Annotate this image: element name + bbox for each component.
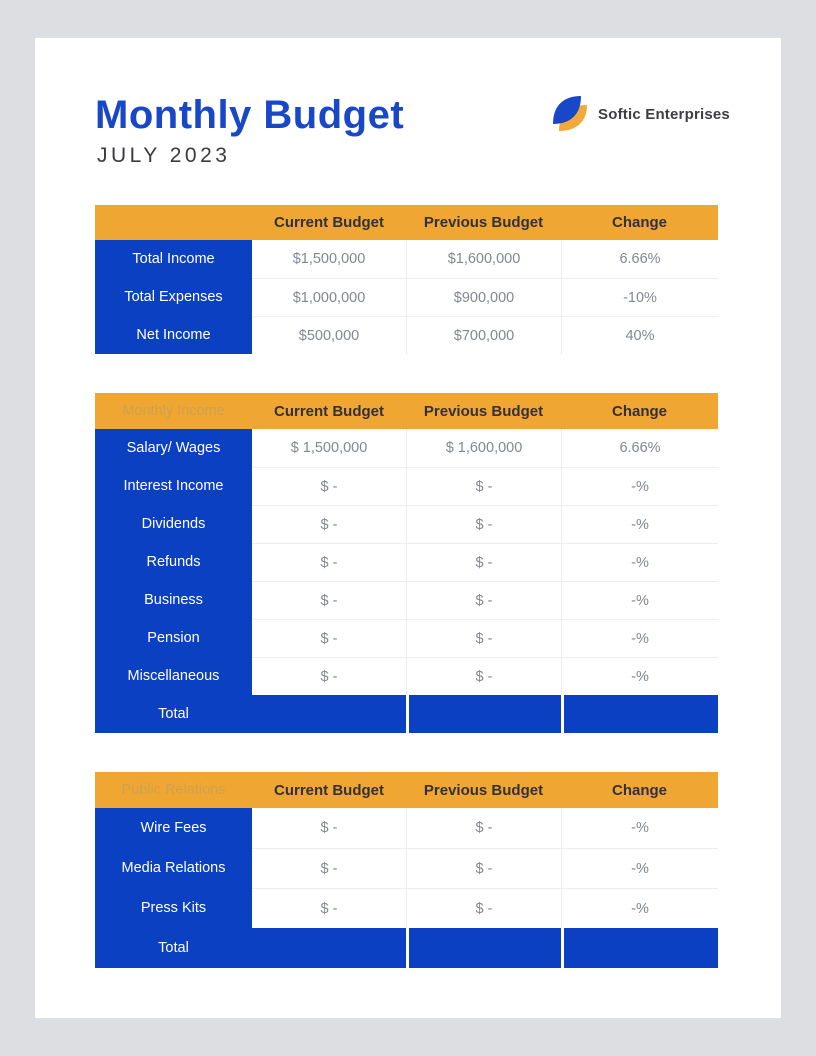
total-change-segment [561, 928, 718, 968]
public-relations-table [95, 772, 718, 968]
table-row [95, 240, 718, 278]
previous-budget-value: $ - [406, 888, 561, 928]
row-label: Total Expenses [95, 278, 252, 316]
change-value: 6.66% [561, 429, 718, 467]
change-value: -% [561, 657, 718, 695]
previous-budget-value: $ - [406, 467, 561, 505]
table-row [95, 888, 718, 928]
header-current-budget: Current Budget [274, 402, 384, 420]
table-row [95, 808, 718, 848]
change-value: -10% [561, 278, 718, 316]
table-row [95, 619, 718, 657]
header-label-cell: Public Relations [121, 782, 226, 798]
total-label: Total [158, 940, 189, 956]
header-change: Change [611, 214, 667, 231]
header-previous-budget: Previous Budget [423, 214, 544, 231]
monthly-income-table-header [95, 393, 718, 429]
table-row [95, 657, 718, 695]
change-value: -% [561, 505, 718, 543]
previous-budget-value: $ - [406, 543, 561, 581]
current-budget-value: $ - [252, 888, 406, 928]
current-budget-value: $ - [252, 467, 406, 505]
current-budget-value: $ - [252, 808, 406, 848]
change-value: -% [561, 581, 718, 619]
row-label: Salary/ Wages [95, 429, 252, 467]
table-row [95, 581, 718, 619]
total-label: Total [158, 706, 189, 722]
brand-name: Softic Enterprises [598, 105, 730, 123]
table-row [95, 543, 718, 581]
header-change: Change [611, 402, 667, 420]
row-label: Pension [95, 619, 252, 657]
change-value: -% [561, 848, 718, 888]
row-label: Media Relations [95, 848, 252, 888]
row-label: Interest Income [95, 467, 252, 505]
table-row [95, 467, 718, 505]
summary-table-header [95, 205, 718, 240]
change-value: 40% [561, 316, 718, 354]
previous-budget-value: $700,000 [406, 316, 561, 354]
brand-logo [551, 96, 730, 132]
table-row [95, 316, 718, 354]
current-budget-value: $ - [252, 619, 406, 657]
current-budget-value: $1,500,000 [252, 240, 406, 278]
change-value: -% [561, 543, 718, 581]
document-page [35, 38, 781, 1018]
previous-budget-value: $ 1,600,000 [406, 429, 561, 467]
total-previous-segment [406, 695, 561, 733]
header-change: Change [611, 781, 667, 799]
current-budget-value: $1,000,000 [252, 278, 406, 316]
table-row [95, 848, 718, 888]
current-budget-value: $ - [252, 848, 406, 888]
previous-budget-value: $ - [406, 657, 561, 695]
row-label: Miscellaneous [95, 657, 252, 695]
row-label: Total Income [95, 240, 252, 278]
current-budget-value: $ - [252, 505, 406, 543]
total-row [95, 695, 718, 733]
table-row [95, 429, 718, 467]
header-previous-budget: Previous Budget [423, 402, 544, 420]
current-budget-value: $ - [252, 581, 406, 619]
row-label: Dividends [95, 505, 252, 543]
change-value: -% [561, 888, 718, 928]
previous-budget-value: $1,600,000 [406, 240, 561, 278]
change-value: 6.66% [561, 240, 718, 278]
header-previous-budget: Previous Budget [423, 781, 544, 799]
change-value: -% [561, 619, 718, 657]
header-current-budget: Current Budget [274, 214, 384, 231]
table-row [95, 505, 718, 543]
change-value: -% [561, 808, 718, 848]
change-value: -% [561, 467, 718, 505]
monthly-income-table [95, 393, 718, 733]
previous-budget-value: $ - [406, 505, 561, 543]
page-title: Monthly Budget [95, 93, 405, 137]
public-relations-table-header [95, 772, 718, 808]
table-row [95, 278, 718, 316]
current-budget-value: $ - [252, 543, 406, 581]
previous-budget-value: $ - [406, 808, 561, 848]
total-label-segment [95, 928, 406, 968]
row-label: Refunds [95, 543, 252, 581]
total-label-segment [95, 695, 406, 733]
row-label: Wire Fees [95, 808, 252, 848]
current-budget-value: $ 1,500,000 [252, 429, 406, 467]
previous-budget-value: $ - [406, 581, 561, 619]
current-budget-value: $ - [252, 657, 406, 695]
leaf-logo-icon [551, 96, 589, 132]
page-subtitle: JULY 2023 [97, 144, 231, 167]
previous-budget-value: $ - [406, 848, 561, 888]
header-current-budget: Current Budget [274, 781, 384, 799]
row-label: Business [95, 581, 252, 619]
header-label-cell [95, 205, 252, 240]
previous-budget-value: $ - [406, 619, 561, 657]
current-budget-value: $500,000 [252, 316, 406, 354]
total-row [95, 928, 718, 968]
header-label-cell: Monthly Income [122, 403, 225, 419]
row-label: Net Income [95, 316, 252, 354]
previous-budget-value: $900,000 [406, 278, 561, 316]
summary-table [95, 205, 718, 354]
total-change-segment [561, 695, 718, 733]
total-previous-segment [406, 928, 561, 968]
row-label: Press Kits [95, 888, 252, 928]
